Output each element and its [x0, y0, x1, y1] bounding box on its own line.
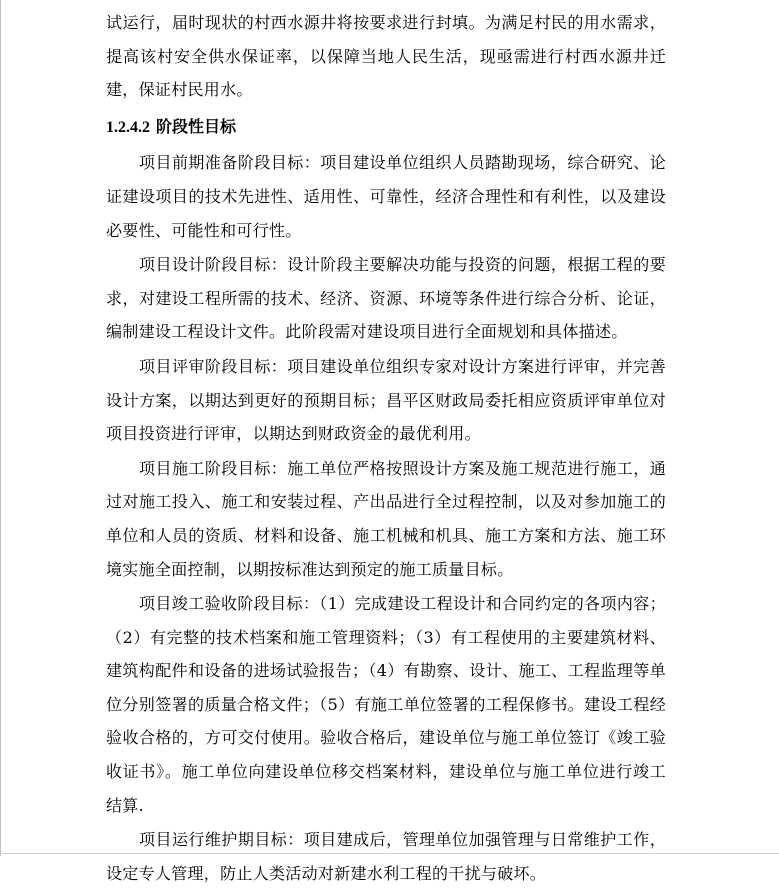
paragraph-preparation-stage: 项目前期准备阶段目标：项目建设单位组织人员踏勘现场，综合研究、论证建设项目的技术先进性、适用性、可靠性，经济合理性和有利性，以及建设必要性、可能性和可行性。 — [106, 153, 666, 240]
document-body — [106, 6, 666, 890]
intro-continuation-paragraph: 试运行，届时现状的村西水源井将按要求进行封填。为满足村民的用水需求，提高该村安全供水保证率，以保障当地人民生活，现亟需进行村西水源井迁建，保证村民用水。 — [106, 13, 666, 100]
section-number: 1.2.4.2 — [106, 118, 150, 136]
paragraph-review-stage: 项目评审阶段目标：项目建设单位组织专家对设计方案进行评审，并完善设计方案，以期达到更好的预期目标；昌平区财政局委托相应资质评审单位对项目投资进行评审，以期达到财政资金的最优利用。 — [106, 356, 666, 444]
paragraph-construction-stage: 项目施工阶段目标：施工单位严格按照设计方案及施工规范进行施工，通过对施工投入、施工和安装过程、产出品进行全过程控制，以及对参加施工的单位和人员的资质、材料和设备、施工机械和机具、施工方案和方法、施工环境实施全面控制，以期按标准达到预定的施工质量目标。 — [106, 458, 666, 579]
paragraph-design-stage: 项目设计阶段目标：设计阶段主要解决功能与投资的问题，根据工程的要求，对建设工程所需的技术、经济、资源、环境等条件进行综合分析、论证，编制建设工程设计文件。此阶段需对建设项目进行全面规划和具体描述。 — [106, 255, 666, 342]
section-heading — [106, 110, 666, 144]
paragraph-acceptance-stage: 项目竣工验收阶段目标：（1）完成建设工程设计和合同约定的各项内容；（2）有完整的技术档案和施工管理资料；（3）有工程使用的主要建筑材料、建筑构配件和设备的进场试验报告；（4）有勘察、设计、施工、工程监理等单位分别签署的质量合格文件；（5）有施工单位签署的工程保修书。建设工程经验收合格的，方可交付使用。验收合格后，建设单位与施工单位签订《竣工验收证书》。施工单位向建设单位移交档案材料，建设单位与施工单位进行竣工结算. — [106, 594, 666, 815]
page-bottom-edge — [0, 853, 779, 854]
left-margin-line — [0, 0, 1, 856]
section-title: 阶段性目标 — [156, 116, 237, 136]
paragraph-maintenance-stage: 项目运行维护期目标：项目建成后，管理单位加强管理与日常维护工作，设定专人管理，防止人类活动对新建水利工程的干扰与破坏。 — [106, 830, 666, 883]
